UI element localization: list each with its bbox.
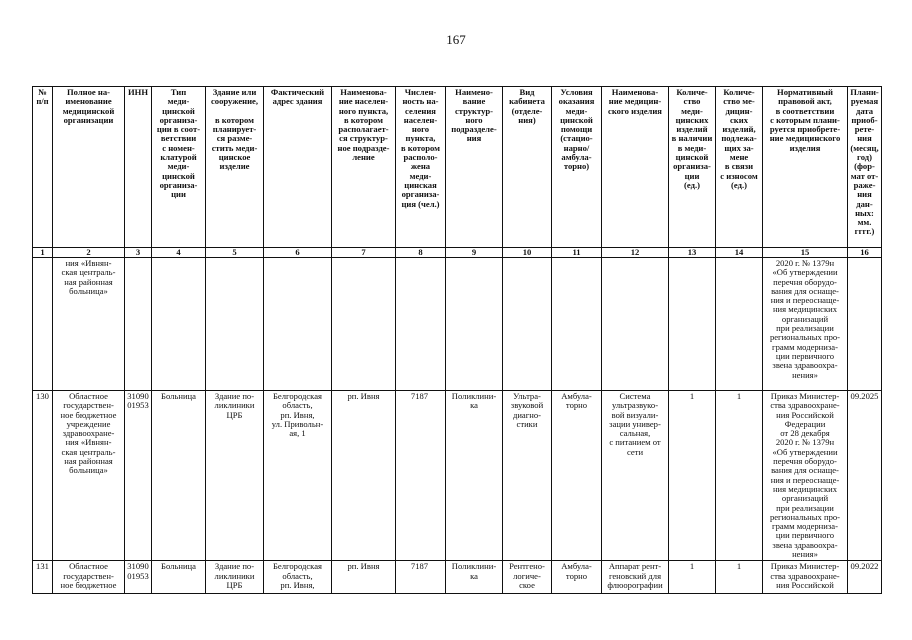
header-cell-1: № п/п — [33, 87, 53, 248]
column-number: 16 — [848, 248, 882, 258]
replace-count-cell: 1 — [716, 391, 763, 561]
building-cell: Здание по- ликлиники ЦРБ — [206, 561, 264, 594]
locality-cell: рп. Ивня — [332, 561, 396, 594]
unit-cell: Поликлини- ка — [446, 561, 503, 594]
column-number: 10 — [503, 248, 552, 258]
row-number-cell: 130 — [33, 391, 53, 561]
legal-act-cell: Приказ Министер- ства здравоохране- ния Российской Федерации от 28 декабря 2020 г. № 1379н «Об утверждении перечня оборудо- вания для оснаще- ния и переоснаще- ния медицинских организаций при реализации региональных про- грамм модерниза- ции первичного звена здравоохра- нения» — [763, 391, 848, 561]
table-row-continuation — [33, 258, 882, 391]
conditions-cell: Амбула- торно — [552, 561, 602, 594]
replace-count-cell: 1 — [716, 561, 763, 594]
column-number: 5 — [206, 248, 264, 258]
unit-cell: Поликлини- ка — [446, 391, 503, 561]
column-number-row — [33, 248, 882, 258]
column-number: 6 — [264, 248, 332, 258]
column-number: 3 — [125, 248, 152, 258]
header-cell-5: Здание или сооружение, в котором планирует- ся разме- стить меди- цинское изделие — [206, 87, 264, 248]
building-cell: Здание по- ликлиники ЦРБ — [206, 391, 264, 561]
table-cell — [552, 258, 602, 391]
header-cell-6: Фактический адрес здания — [264, 87, 332, 248]
table-cell — [503, 258, 552, 391]
header-cell-15: Нормативный правовой акт, в соответствии с которым плани- руется приобрете- ние медицинского изделия — [763, 87, 848, 248]
header-cell-11: Условия оказания меди- цинской помощи (стацио- нарно/ амбула- торно) — [552, 87, 602, 248]
column-number: 2 — [53, 248, 125, 258]
table-cell — [206, 258, 264, 391]
device-cell: Система ультразвуко- вой визуали- зации универ- сальная, с питанием от сети — [602, 391, 669, 561]
equipment-table — [32, 86, 882, 594]
header-cell-14: Количе- ство ме- дицин- ских изделий, подлежа- щих за- мене в связи с износом (ед.) — [716, 87, 763, 248]
header-cell-13: Количе- ство меди- цинских изделий в наличии в меди- цинской организа- ции (ед.) — [669, 87, 716, 248]
page-number: 167 — [446, 32, 466, 47]
table-cell — [33, 258, 53, 391]
org-name-cell: ния «Ивнян- ская централь- ная районная больница» — [53, 258, 125, 391]
column-number: 11 — [552, 248, 602, 258]
column-number: 4 — [152, 248, 206, 258]
device-cell: Аппарат рент- геновский для флюорографии — [602, 561, 669, 594]
planned-date-cell: 09.2022 — [848, 561, 882, 594]
conditions-cell: Амбула- торно — [552, 391, 602, 561]
header-cell-4: Тип меди- цинской организа- ции в соот- ветствии с номен- клатурой меди- цинской организа- ции — [152, 87, 206, 248]
table-cell — [152, 258, 206, 391]
row-number-cell: 131 — [33, 561, 53, 594]
table-cell — [332, 258, 396, 391]
column-number: 12 — [602, 248, 669, 258]
column-number: 13 — [669, 248, 716, 258]
table-row — [33, 561, 882, 594]
address-cell: Белгородская область, рп. Ивня, ул. Привольн- ая, 1 — [264, 391, 332, 561]
org-name-cell: Областное государствен- ное бюджетное учреждение здравоохране- ния «Ивнян- ская централь- ная районная больница» — [53, 391, 125, 561]
table-cell — [669, 258, 716, 391]
table-cell — [446, 258, 503, 391]
header-cell-7: Наименова- ние населен- ного пункта, в котором располагает- ся структур- ное подразде- ление — [332, 87, 396, 248]
header-cell-8: Числен- ность на- селения населен- ного пункта, в котором располо- жена меди- цинская организа- ция (чел.) — [396, 87, 446, 248]
column-number: 14 — [716, 248, 763, 258]
planned-date-cell: 09.2025 — [848, 391, 882, 561]
available-count-cell: 1 — [669, 561, 716, 594]
table-cell — [848, 258, 882, 391]
column-number: 8 — [396, 248, 446, 258]
cabinet-cell: Ультра- звуковой диагно- стики — [503, 391, 552, 561]
header-cell-2: Полное на- именование медицинской организации — [53, 87, 125, 248]
table-row — [33, 391, 882, 561]
header-cell-9: Наимено- вание структур- ного подразделе- ния — [446, 87, 503, 248]
column-number: 1 — [33, 248, 53, 258]
column-number: 15 — [763, 248, 848, 258]
header-cell-10: Вид кабинета (отделе- ния) — [503, 87, 552, 248]
population-cell: 7187 — [396, 561, 446, 594]
org-name-cell: Областное государствен- ное бюджетное — [53, 561, 125, 594]
org-type-cell: Больница — [152, 391, 206, 561]
locality-cell: рп. Ивня — [332, 391, 396, 561]
table-cell — [264, 258, 332, 391]
table-cell — [396, 258, 446, 391]
header-cell-16: Плани- руемая дата приоб- рете- ния (месяц, год) (фор- мат от- раже- ния дан- ных: мм. гггг.) — [848, 87, 882, 248]
table-cell — [602, 258, 669, 391]
table-cell — [716, 258, 763, 391]
table-cell — [125, 258, 152, 391]
legal-act-cell: Приказ Министер- ства здравоохране- ния Российской — [763, 561, 848, 594]
legal-act-cell: 2020 г. № 1379н «Об утверждении перечня оборудо- вания для оснаще- ния и переоснаще- ния медицинских организаций при реализации региональных про- грамм модерниза- ции первичного звена здравоохра- нения» — [763, 258, 848, 391]
inn-cell: 31090 01953 — [125, 561, 152, 594]
address-cell: Белгородская область, рп. Ивня, — [264, 561, 332, 594]
header-row — [33, 87, 882, 248]
column-number: 9 — [446, 248, 503, 258]
inn-cell: 31090 01953 — [125, 391, 152, 561]
org-type-cell: Больница — [152, 561, 206, 594]
column-number: 7 — [332, 248, 396, 258]
header-cell-12: Наименова- ние медицин- ского изделия — [602, 87, 669, 248]
header-cell-3: ИНН — [125, 87, 152, 248]
cabinet-cell: Рентгено- логиче- ское — [503, 561, 552, 594]
population-cell: 7187 — [396, 391, 446, 561]
available-count-cell: 1 — [669, 391, 716, 561]
